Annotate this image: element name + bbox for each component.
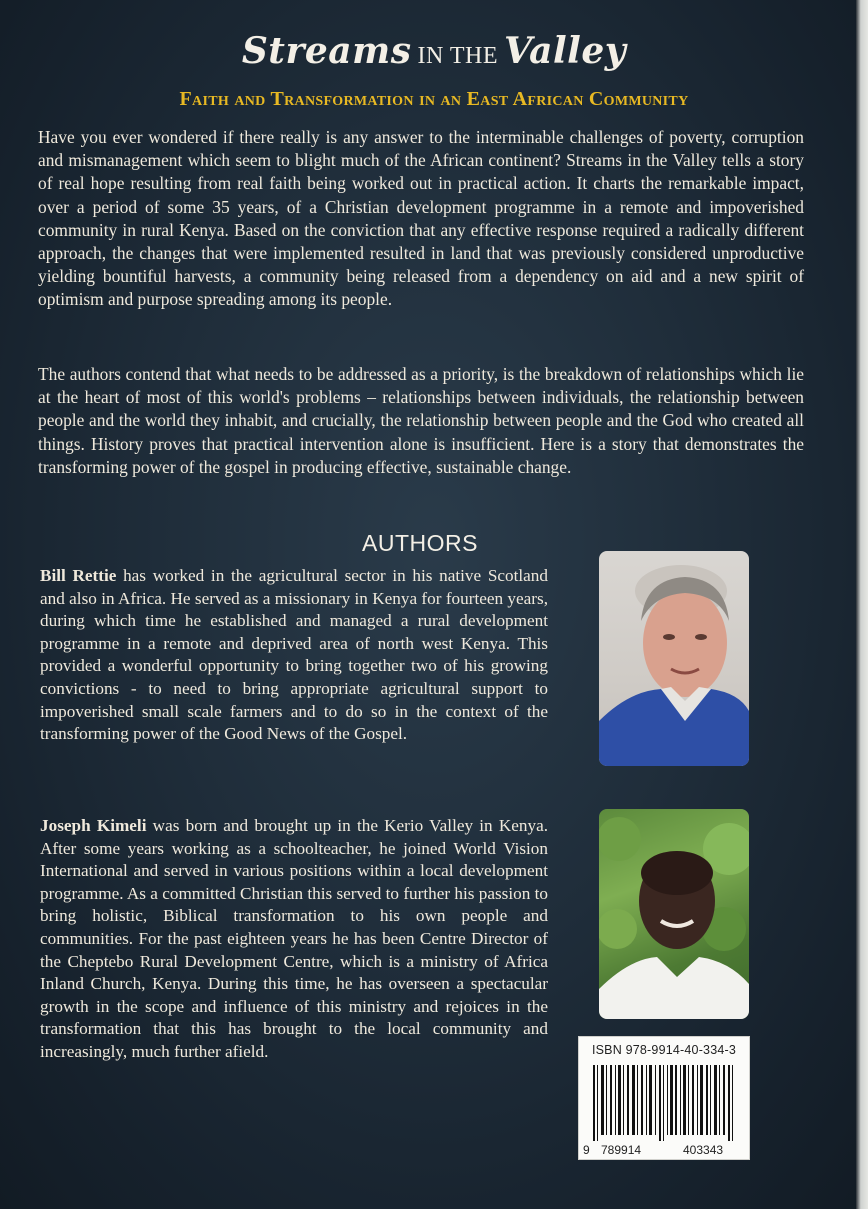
book-title <box>0 30 868 72</box>
isbn-digit-group-2: 403343 <box>683 1143 724 1157</box>
title-word-valley: Valley <box>504 30 627 72</box>
isbn-label: ISBN 978-9914-40-334-3 <box>591 1043 737 1057</box>
isbn-digit-group-1: 789914 <box>601 1143 642 1157</box>
barcode-icon <box>589 1065 739 1141</box>
author-name: Bill Rettie <box>40 566 117 585</box>
author-photo-bill-rettie <box>599 551 749 766</box>
author-bio-joseph-kimeli <box>40 815 548 1064</box>
author-photo-joseph-kimeli <box>599 809 749 1019</box>
book-subtitle: Faith and Transformation in an East African Community <box>179 88 689 110</box>
page-edge <box>856 0 868 1209</box>
isbn-digit-first: 9 <box>583 1143 590 1157</box>
author-bio-text: has worked in the agricultural sector in his native Scotland and also in Africa. He served as a missionary in Kenya for fourteen years, during which time he established and managed a rural development programme in a remote and deprived area of north west Kenya. This provided a wonderful opportunity to bring together two of his growing convictions - to need to bring appropriate agricultural support to impoverished small scale farmers and to do so in the context of the transforming power of the Good News of the Gospel. <box>40 566 548 744</box>
blurb-paragraph-2: The authors contend that what needs to be addressed as a priority, is the breakdown of relationships which lie at the heart of most of this world's problems – relationships between individuals, the relationship between people and the world they inhabit, and crucially, the relationship between people and the God who created all things. History proves that practical intervention alone is insufficient. Here is a story that demonstrates the transforming power of the gospel in producing effective, sustainable change. <box>38 364 804 477</box>
blurb-paragraph-1: Have you ever wondered if there really is any answer to the interminable challenges of poverty, corruption and mismanagement which seem to blight much of the African continent? Streams in the Valley tells a story of real hope resulting from real faith being worked out in practical action. It charts the remarkable impact, over a period of some 35 years, of a Christian development programme in a remote and impoverished community in rural Kenya. Based on the conviction that any effective response required a radically different approach, the changes that were implemented resulted in land that was previously considered unproductive yielding bountiful harvests, a community being released from a dependency on aid and a new spirit of optimism and purpose spreading among its people. <box>38 127 804 310</box>
isbn-barcode-block <box>578 1036 750 1160</box>
title-word-streams: Streams <box>241 30 412 72</box>
author-bio-text: was born and brought up in the Kerio Valley in Kenya. After some years working as a schoolteacher, he joined World Vision International and served in various positions within a local development programme. As a committed Christian this served to further his passion to bring holistic, Biblical transformation to his own people and communities. For the past eighteen years he has been Centre Director of the Cheptebo Rural Development Centre, which is a ministry of Africa Inland Church, Kenya. During this time, he has overseen a spectacular growth in the scope and influence of this ministry and rejoices in the transformation that this has brought to the local community and increasingly, much further afield. <box>40 816 548 1061</box>
title-word-in-the: IN THE <box>417 43 499 69</box>
authors-heading: AUTHORS <box>362 530 478 556</box>
portrait-illustration <box>599 551 749 766</box>
author-name: Joseph Kimeli <box>40 816 147 835</box>
author-bio-bill-rettie <box>40 565 548 746</box>
portrait-illustration <box>599 809 749 1019</box>
